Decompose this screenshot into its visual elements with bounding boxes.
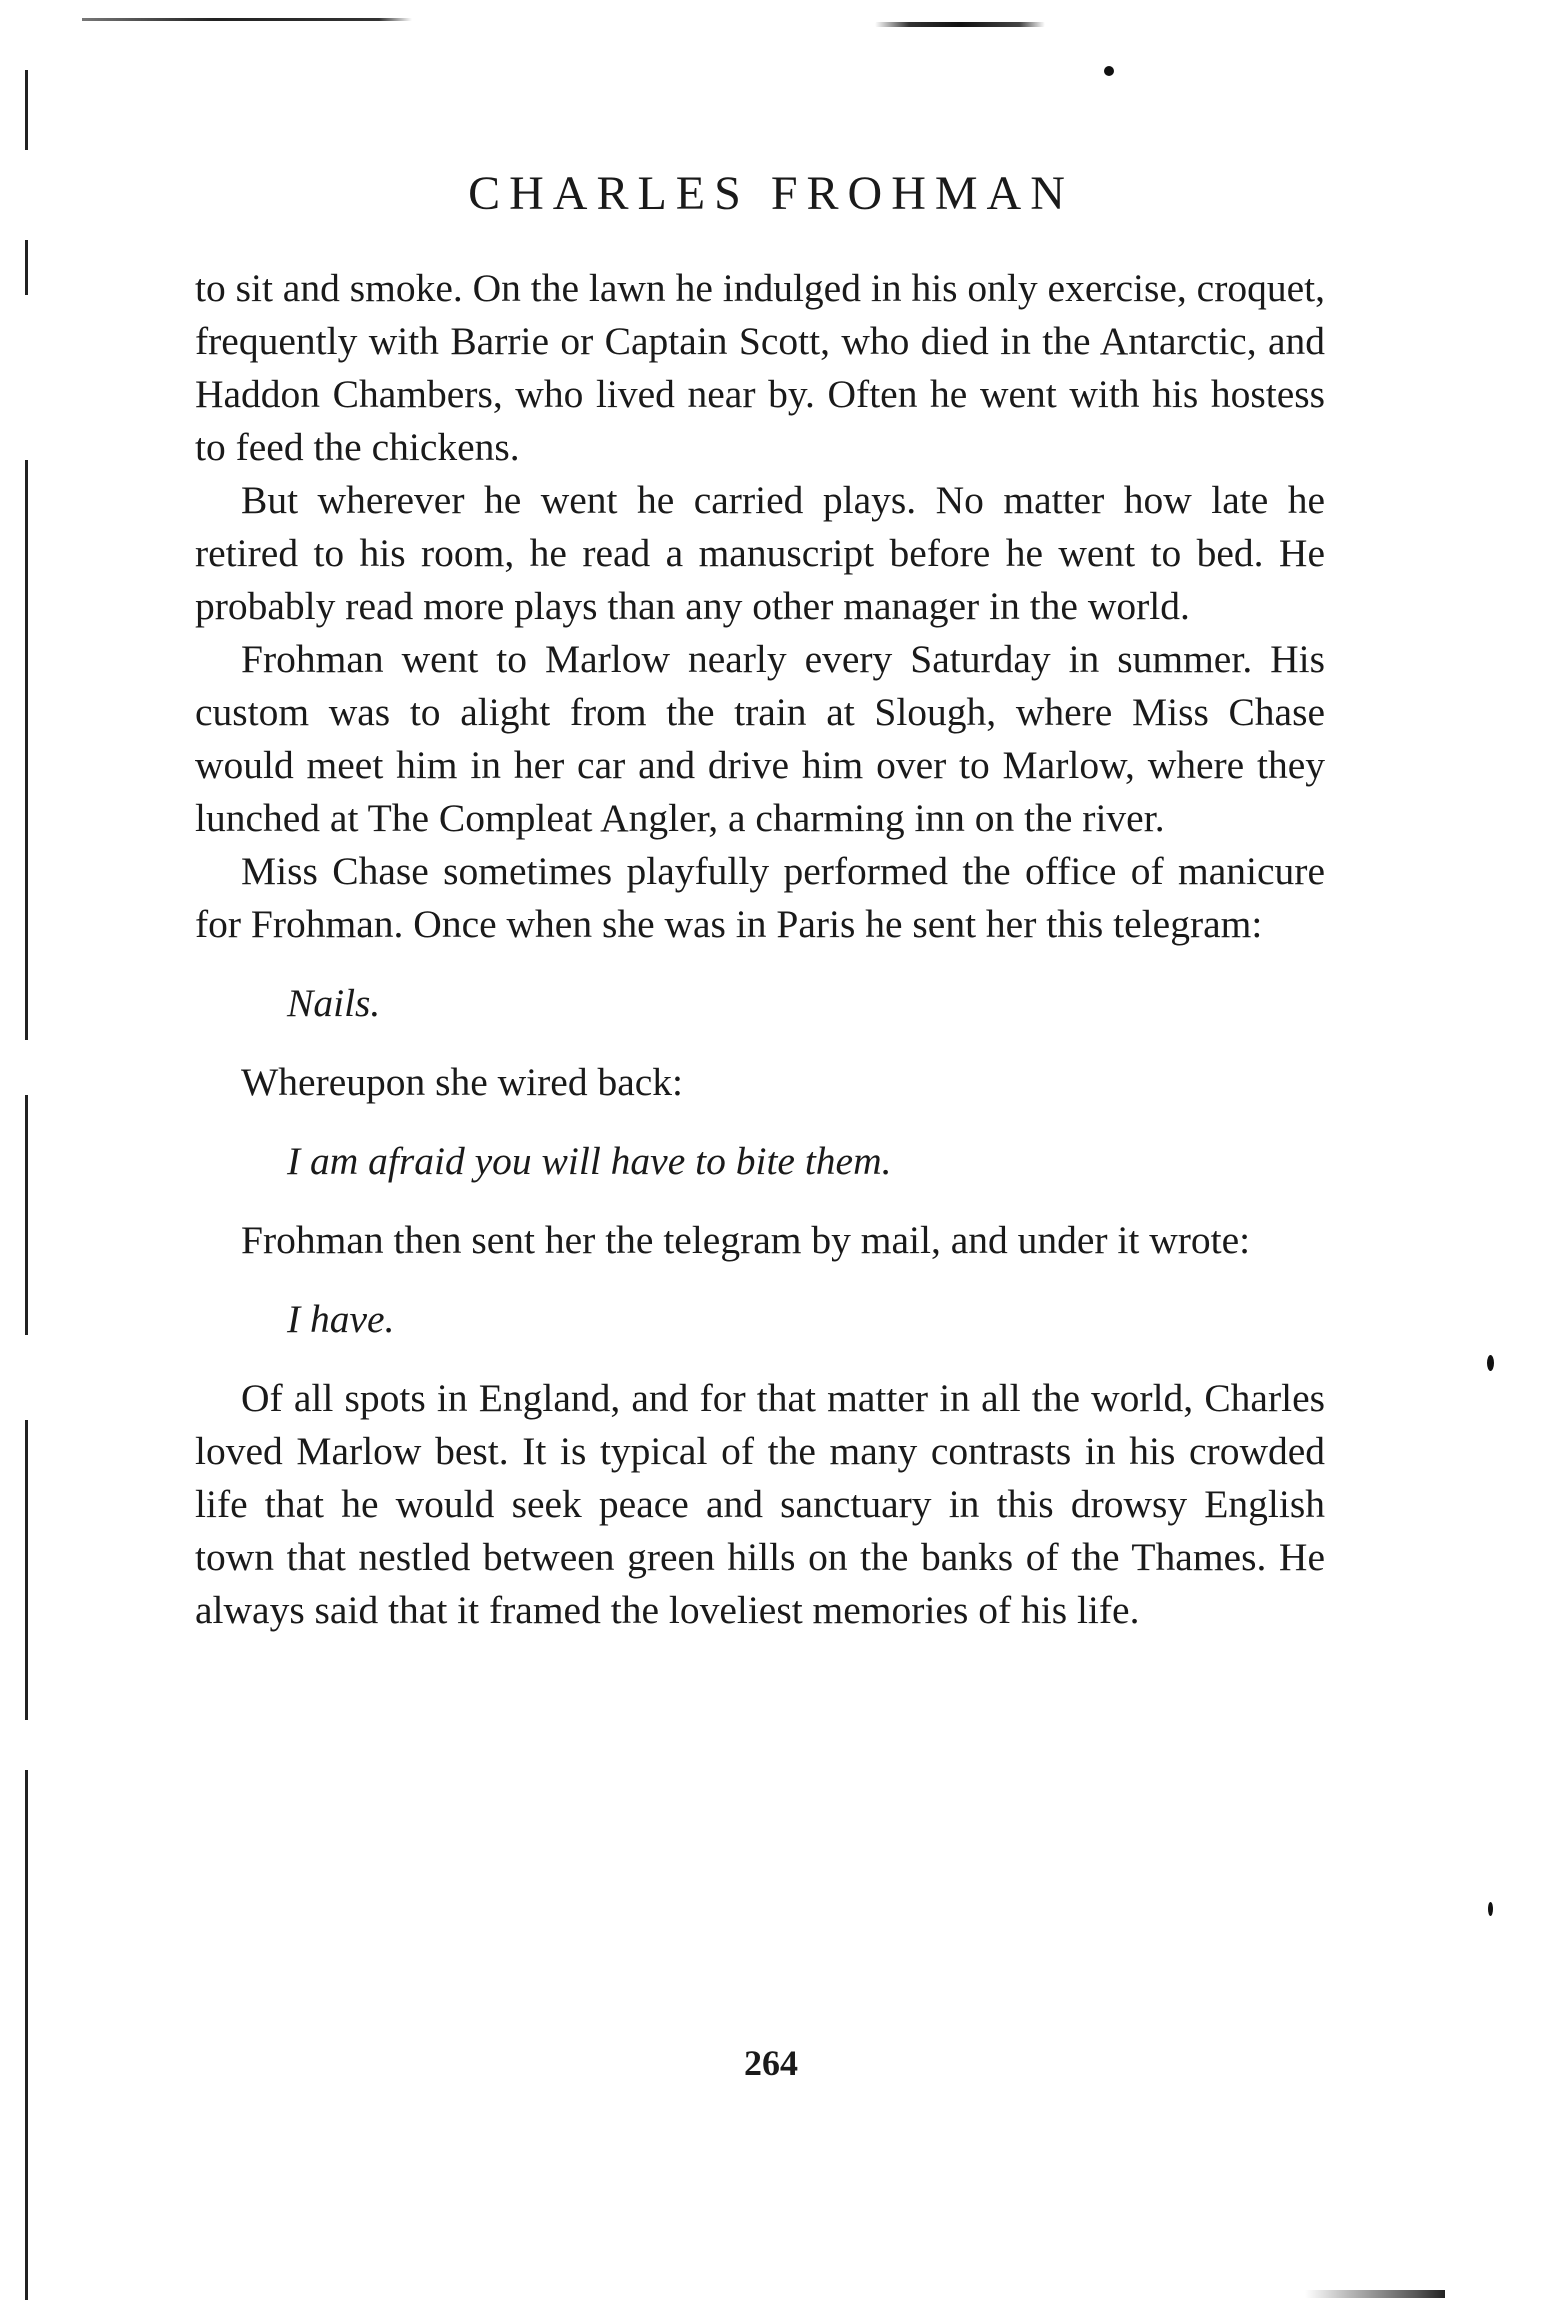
telegram-quote: I am afraid you will have to bite them.: [287, 1139, 892, 1183]
paragraph: Whereupon she wired back:: [241, 1060, 684, 1104]
scan-artifact-margin: [25, 1420, 28, 1720]
scan-artifact-margin: [25, 240, 28, 295]
paragraph: Frohman then sent her the telegram by mail, and under it wrote:: [241, 1218, 1251, 1262]
scan-artifact-margin: [25, 1770, 28, 2300]
scan-artifact-rule: [875, 22, 1045, 27]
scan-artifact-rule: [82, 18, 412, 21]
scan-artifact-dot: [1488, 1902, 1493, 1916]
telegram-quote: I have.: [287, 1297, 395, 1341]
scan-artifact-margin: [25, 460, 28, 1040]
paragraph: But wherever he went he carried plays. No matter how late he retired to his room, he read a manuscript before he went to bed. He probably read more plays than any other manager in the world.: [195, 478, 1325, 628]
running-head: CHARLES FROHMAN: [468, 167, 1074, 220]
telegram-quote: Nails.: [287, 981, 381, 1025]
scan-artifact-noise: [1305, 2290, 1445, 2298]
paragraph: Miss Chase sometimes playfully performed the office of manicure for Frohman. Once when she was in Paris he sent her this telegram:: [195, 849, 1325, 946]
scan-artifact-dot: [1487, 1355, 1494, 1371]
paragraph: Frohman went to Marlow nearly every Saturday in summer. His custom was to alight from the train at Slough, where Miss Chase would meet him in her car and drive him over to Marlow, where they lunched at The Compleat Angler, a charming inn on the river.: [195, 637, 1325, 840]
scan-artifact-dot: [1104, 66, 1114, 76]
scan-artifact-margin: [25, 1095, 28, 1335]
body-text: [195, 262, 1325, 1637]
page-number: 264: [744, 2043, 798, 2083]
scan-artifact-margin: [25, 70, 28, 150]
paragraph: Of all spots in England, and for that matter in all the world, Charles loved Marlow best. It is typical of the many contrasts in his crowded life that he would seek peace and sanctuary in this drowsy English town that nestled between green hills on the banks of the Thames. He always said that it framed the loveliest memories of his life.: [195, 1376, 1325, 1632]
paragraph: to sit and smoke. On the lawn he indulged in his only exercise, croquet, frequently with Barrie or Captain Scott, who died in the Antarctic, and Haddon Chambers, who lived near by. Often he went with his hostess to feed the chickens.: [195, 266, 1325, 469]
